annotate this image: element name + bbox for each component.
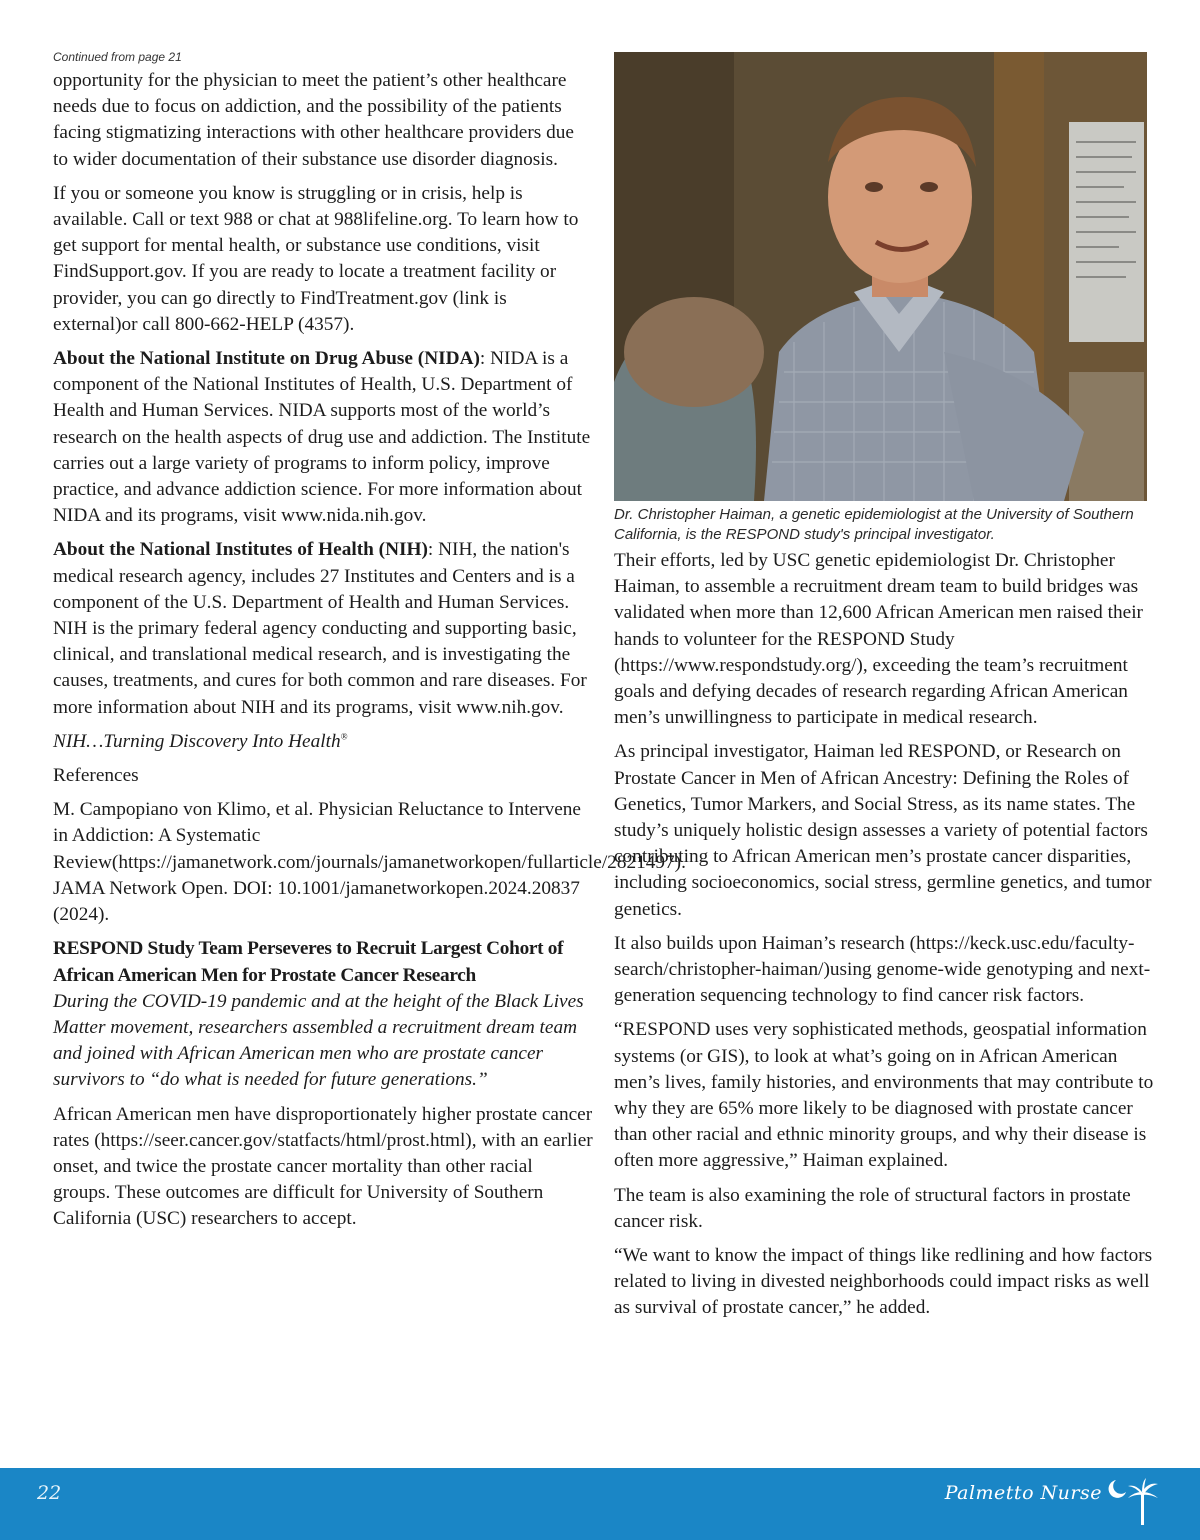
article-headline: RESPOND Study Team Perseveres to Recruit Largest Cohort of African American Men for Prostate Cancer Research <box>53 938 564 986</box>
palmetto-moon-icon <box>1106 1470 1166 1532</box>
continued-note: Continued from page 21 <box>53 50 182 64</box>
nida-body: : NIDA is a component of the National Institutes of Health, U.S. Department of Health and Human Services. NIDA supports most of the world’s research on the health aspects of drug use and addiction. The Institute carries out a large variety of programs to inform policy, improve practice, and advance addiction science. For more information about NIDA and its programs, visit www.nida.nih.gov. <box>53 348 591 527</box>
nih-tagline: NIH…Turning Discovery Into Health® <box>53 730 348 752</box>
article-deck: During the COVID-19 pandemic and at the height of the Black Lives Matter movement, researchers assembled a recruitment dream team and joined with African American men who are prostate cancer survivors to “do what is needed for future generations.” <box>53 990 584 1091</box>
paragraph: Their efforts, led by USC genetic epidemiologist Dr. Christopher Haiman, to assemble a recruitment dream team to build bridges was validated when more than 12,600 African American men raised their hands to volunteer for the RESPOND Study (https://www.respondstudy.org/), exceeding the team’s recruitment goals and defying decades of research regarding African American men’s unwillingness to participate in medical research. <box>614 550 1143 729</box>
page-footer <box>0 1468 1200 1540</box>
references-heading: References <box>53 765 139 787</box>
nida-heading: About the National Institute on Drug Abuse (NIDA) <box>53 348 480 370</box>
paragraph: “We want to know the impact of things like redlining and how factors related to living in divested neighborhoods could impact risks as well as survival of prostate cancer,” he added. <box>614 1245 1153 1319</box>
nih-body: : NIH, the nation's medical research agency, includes 27 Institutes and Centers and is a component of the U.S. Department of Health and Human Services. NIH is the primary federal agency conducting and supporting basic, clinical, and translational medical research, and is investigating the causes, treatments, and cures for both common and rare diseases. For more information about NIH and its programs, visit www.nih.gov. <box>53 539 587 718</box>
right-column <box>614 52 1154 1330</box>
photo-caption: Dr. Christopher Haiman, a genetic epidemiologist at the University of Southern California, is the RESPOND study's principal investigator. <box>614 506 1134 543</box>
magazine-title: Palmetto Nurse <box>944 1482 1102 1504</box>
reference-item: M. Campopiano von Klimo, et al. Physician Reluctance to Intervene in Addiction: A Systematic Review(https://jamanetwork.com/journals/jamanetworkopen/fullarticle/2821497). JAMA Network Open. DOI: 10.1001/jamanetworkopen.2024.20837 (2024). <box>53 799 686 926</box>
paragraph: African American men have disproportionately higher prostate cancer rates (https://seer.cancer.gov/statfacts/html/prost.html), with an earlier onset, and twice the prostate cancer mortality than other racial groups. These outcomes are difficult for University of Southern California (USC) researchers to accept. <box>53 1103 593 1230</box>
portrait-photo <box>614 52 1147 501</box>
paragraph: opportunity for the physician to meet the patient’s other healthcare needs due to focus on addiction, and the possibility of the patients facing stigmatizing interactions with other healthcare providers due to wider documentation of their substance use disorder diagnosis. <box>53 70 574 170</box>
paragraph: It also builds upon Haiman’s research (https://keck.usc.edu/faculty-search/christopher-haiman/)using genome-wide genotyping and next-generation sequencing technology to find cancer risk factors. <box>614 932 1151 1007</box>
paragraph: “RESPOND uses very sophisticated methods, geospatial information systems (or GIS), to look at what’s going on in African American men’s lives, family histories, and environments that may contribute to why they are 65% more likely to be diagnosed with prostate cancer than other racial and ethnic minority groups, and why their disease is often more aggressive,” Haiman explained. <box>614 1019 1154 1172</box>
portrait-illustration <box>614 52 1147 501</box>
page-number: 22 <box>37 1482 62 1504</box>
paragraph: The team is also examining the role of structural factors in prostate cancer risk. <box>614 1184 1131 1232</box>
nida-about <box>53 346 593 529</box>
paragraph: If you or someone you know is struggling or in crisis, help is available. Call or text 988 or chat at 988lifeline.org. To learn how to get support for mental health, or substance use conditions, visit FindSupport.gov. If you are ready to locate a treatment facility or provider, you can go directly to FindTreatment.gov (link is external)or call 800-662-HELP (4357). <box>53 182 579 335</box>
paragraph: As principal investigator, Haiman led RESPOND, or Research on Prostate Cancer in Men of African Ancestry: Defining the Roles of Genetics, Tumor Markers, and Social Stress, as its name states. The study’s uniquely holistic design assesses a variety of potential factors contributing to African American men’s prostate cancer disparities, including socioeconomics, social stress, germline genetics, and tumor genetics. <box>614 741 1152 920</box>
left-column <box>53 50 686 1241</box>
nih-about <box>53 537 593 720</box>
registered-mark: ® <box>340 731 348 742</box>
nih-heading: About the National Institutes of Health (NIH) <box>53 539 428 561</box>
